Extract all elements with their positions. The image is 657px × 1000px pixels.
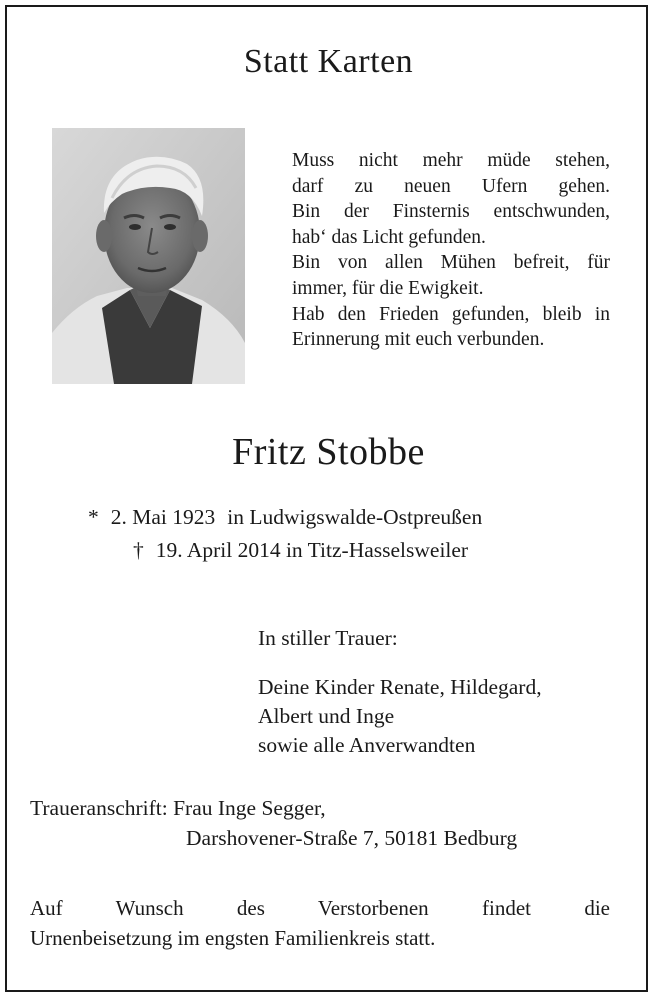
poem-line: hab‘ das Licht gefunden. (292, 226, 486, 248)
death-line (133, 538, 468, 563)
memorial-poem (292, 148, 610, 353)
mourner-line: Albert und Inge (258, 704, 395, 728)
poem-line: Muss nicht mehr müde stehen, (292, 150, 610, 171)
deceased-name: Fritz Stobbe (232, 431, 425, 473)
funeral-note (30, 893, 610, 953)
note-line-1: Auf Wunsch des Verstorbenen findet die (30, 896, 610, 920)
birth-date: 2. Mai 1923 (110, 505, 216, 529)
birth-line (88, 505, 482, 530)
mourners-heading: In stiller Trauer: (258, 626, 398, 650)
death-cross-icon: † (133, 538, 144, 562)
mourning-address (30, 793, 517, 853)
note-line-2: Urnenbeisetzung im engsten Familienkreis statt. (30, 926, 436, 950)
poem-line: Hab den Frieden gefunden, bleib in (292, 303, 610, 325)
birth-place: in Ludwigswalde-Ostpreußen (227, 505, 483, 529)
mourner-line: Deine Kinder Renate, Hildegard, (258, 675, 542, 699)
mourner-line: sowie alle Anverwandten (258, 733, 476, 757)
mourners-list (258, 673, 542, 760)
poem-line: Bin der Finsternis entschwunden, (292, 201, 610, 223)
death-date: 19. April 2014 (155, 538, 281, 562)
poem-line: immer, für die Ewigkeit. (292, 277, 484, 299)
poem-line: darf zu neuen Ufern gehen. (292, 175, 610, 197)
death-place: in Titz-Hasselsweiler (285, 538, 469, 562)
notice-heading: Statt Karten (243, 43, 414, 80)
address-line-1: Traueranschrift: Frau Inge Segger, (30, 796, 326, 820)
address-line-2: Darshovener-Straße 7, 50181 Bedburg (186, 826, 518, 850)
birth-star-icon: * (88, 505, 99, 529)
poem-line: Bin von allen Mühen befreit, für (292, 252, 610, 274)
poem-line: Erinnerung mit euch verbunden. (292, 329, 545, 351)
portrait-photo (52, 128, 245, 384)
